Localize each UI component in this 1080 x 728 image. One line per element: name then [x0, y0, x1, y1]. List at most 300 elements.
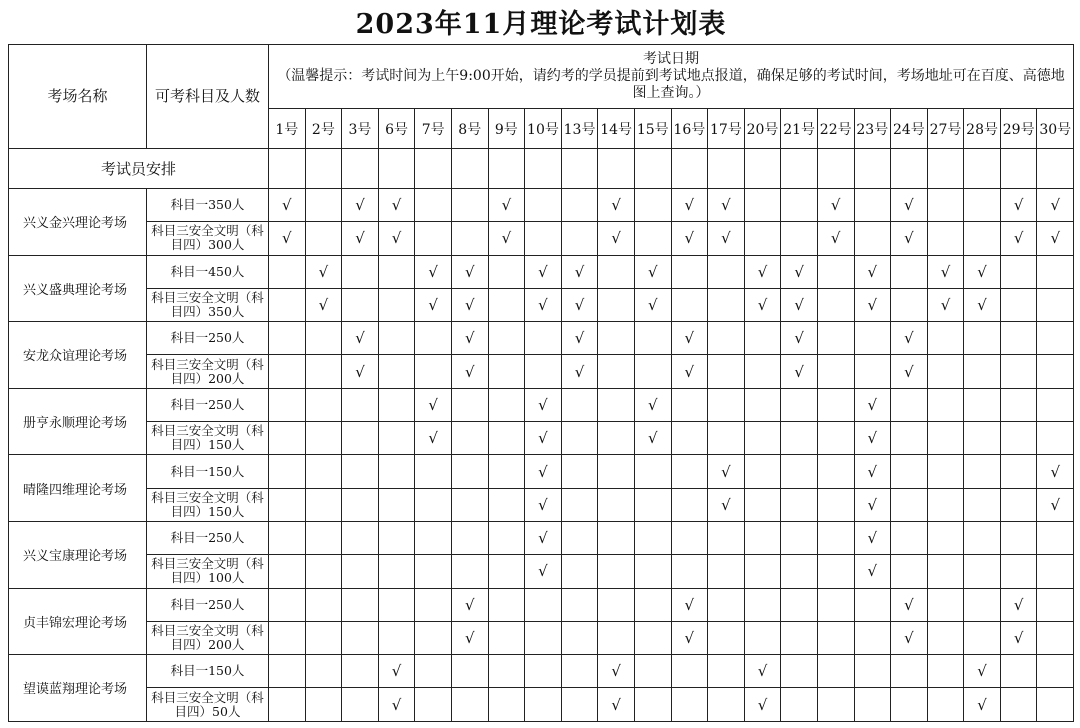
- check-mark: √: [854, 521, 891, 554]
- empty-cell: [269, 655, 306, 688]
- table-row: [9, 355, 1074, 388]
- table-row: [9, 388, 1074, 421]
- subject-quota: 科目一250人: [147, 588, 269, 621]
- check-mark: √: [451, 355, 488, 388]
- empty-cell: [525, 588, 562, 621]
- empty-cell: [415, 355, 452, 388]
- empty-cell: [1037, 655, 1074, 688]
- date-cell: 24号: [891, 109, 928, 149]
- empty-cell: [415, 655, 452, 688]
- empty-cell: [488, 488, 525, 521]
- check-mark: √: [964, 688, 1001, 721]
- empty-cell: [671, 555, 708, 588]
- empty-cell: [671, 655, 708, 688]
- empty-cell: [488, 621, 525, 654]
- empty-cell: [671, 288, 708, 321]
- empty-cell: [1000, 322, 1037, 355]
- empty-cell: [927, 521, 964, 554]
- check-mark: √: [488, 222, 525, 255]
- empty-cell: [305, 555, 342, 588]
- venue-name: 贞丰锦宏理论考场: [9, 588, 147, 655]
- check-mark: √: [671, 322, 708, 355]
- empty-cell: [525, 222, 562, 255]
- check-mark: √: [891, 222, 928, 255]
- venue-name: 册亨永顺理论考场: [9, 388, 147, 455]
- empty-cell: [1037, 521, 1074, 554]
- check-mark: √: [561, 322, 598, 355]
- empty-cell: [525, 189, 562, 222]
- empty-cell: [1037, 355, 1074, 388]
- empty-cell: [854, 355, 891, 388]
- empty-cell: [305, 488, 342, 521]
- empty-cell: [927, 322, 964, 355]
- check-mark: √: [744, 688, 781, 721]
- empty-cell: [891, 488, 928, 521]
- check-mark: √: [415, 422, 452, 455]
- empty-cell: [708, 255, 745, 288]
- empty-cell: [305, 588, 342, 621]
- empty-cell: [781, 189, 818, 222]
- empty-cell: [964, 355, 1001, 388]
- check-mark: √: [964, 655, 1001, 688]
- empty-cell: [891, 455, 928, 488]
- empty-cell: [269, 555, 306, 588]
- empty-cell: [415, 521, 452, 554]
- schedule-table: [8, 44, 1074, 722]
- empty-cell: [854, 655, 891, 688]
- empty-cell: [488, 422, 525, 455]
- empty-cell: [744, 588, 781, 621]
- empty-cell: [927, 621, 964, 654]
- empty-cell: [817, 355, 854, 388]
- empty-cell: [671, 455, 708, 488]
- date-caption: 考试日期: [643, 51, 700, 67]
- empty-cell: [269, 322, 306, 355]
- check-mark: √: [708, 488, 745, 521]
- check-mark: √: [854, 388, 891, 421]
- table-row: [9, 588, 1074, 621]
- staff-cell: [671, 149, 708, 189]
- subject-quota: 科目一250人: [147, 322, 269, 355]
- empty-cell: [817, 455, 854, 488]
- subject-quota: 科目一450人: [147, 255, 269, 288]
- empty-cell: [671, 688, 708, 721]
- empty-cell: [744, 355, 781, 388]
- date-cell: 2号: [305, 109, 342, 149]
- empty-cell: [964, 222, 1001, 255]
- empty-cell: [817, 621, 854, 654]
- check-mark: √: [598, 222, 635, 255]
- check-mark: √: [634, 422, 671, 455]
- empty-cell: [451, 455, 488, 488]
- empty-cell: [269, 422, 306, 455]
- subject-quota: 科目三安全文明（科目四）200人: [147, 355, 269, 388]
- check-mark: √: [561, 355, 598, 388]
- empty-cell: [598, 288, 635, 321]
- empty-cell: [305, 388, 342, 421]
- check-mark: √: [854, 455, 891, 488]
- check-mark: √: [378, 655, 415, 688]
- empty-cell: [525, 688, 562, 721]
- empty-cell: [744, 388, 781, 421]
- check-mark: √: [964, 288, 1001, 321]
- empty-cell: [451, 222, 488, 255]
- empty-cell: [378, 322, 415, 355]
- empty-cell: [817, 588, 854, 621]
- empty-cell: [708, 555, 745, 588]
- venue-name: 兴义盛典理论考场: [9, 255, 147, 322]
- staff-cell: [305, 149, 342, 189]
- empty-cell: [269, 688, 306, 721]
- empty-cell: [817, 488, 854, 521]
- staff-cell: [854, 149, 891, 189]
- empty-cell: [854, 222, 891, 255]
- check-mark: √: [525, 288, 562, 321]
- table-row: [9, 422, 1074, 455]
- date-header: [269, 45, 1074, 109]
- empty-cell: [964, 388, 1001, 421]
- check-mark: √: [598, 655, 635, 688]
- check-mark: √: [378, 189, 415, 222]
- empty-cell: [817, 655, 854, 688]
- empty-cell: [781, 655, 818, 688]
- date-cell: 20号: [744, 109, 781, 149]
- empty-cell: [488, 255, 525, 288]
- empty-cell: [964, 189, 1001, 222]
- empty-cell: [708, 288, 745, 321]
- check-mark: √: [891, 355, 928, 388]
- check-mark: √: [927, 255, 964, 288]
- empty-cell: [671, 255, 708, 288]
- empty-cell: [561, 521, 598, 554]
- check-mark: √: [744, 255, 781, 288]
- subject-quota: 科目一350人: [147, 189, 269, 222]
- check-mark: √: [744, 288, 781, 321]
- empty-cell: [378, 422, 415, 455]
- date-cell: 10号: [525, 109, 562, 149]
- date-cell: 1号: [269, 109, 306, 149]
- empty-cell: [598, 455, 635, 488]
- empty-cell: [1000, 555, 1037, 588]
- empty-cell: [415, 322, 452, 355]
- empty-cell: [342, 521, 379, 554]
- check-mark: √: [817, 189, 854, 222]
- empty-cell: [1000, 521, 1037, 554]
- empty-cell: [598, 422, 635, 455]
- empty-cell: [781, 388, 818, 421]
- empty-cell: [415, 588, 452, 621]
- empty-cell: [781, 222, 818, 255]
- empty-cell: [781, 455, 818, 488]
- empty-cell: [781, 555, 818, 588]
- subject-quota: 科目三安全文明（科目四）50人: [147, 688, 269, 721]
- empty-cell: [817, 255, 854, 288]
- empty-cell: [854, 588, 891, 621]
- empty-cell: [1037, 422, 1074, 455]
- staff-cell: [561, 149, 598, 189]
- empty-cell: [488, 521, 525, 554]
- check-mark: √: [342, 355, 379, 388]
- check-mark: √: [1037, 189, 1074, 222]
- check-mark: √: [708, 222, 745, 255]
- subject-quota: 科目三安全文明（科目四）350人: [147, 288, 269, 321]
- empty-cell: [598, 388, 635, 421]
- empty-cell: [1000, 688, 1037, 721]
- empty-cell: [561, 621, 598, 654]
- check-mark: √: [1000, 222, 1037, 255]
- empty-cell: [927, 688, 964, 721]
- empty-cell: [708, 621, 745, 654]
- empty-cell: [305, 455, 342, 488]
- check-mark: √: [598, 688, 635, 721]
- check-mark: √: [269, 189, 306, 222]
- empty-cell: [342, 588, 379, 621]
- empty-cell: [269, 388, 306, 421]
- check-mark: √: [305, 255, 342, 288]
- date-cell: 23号: [854, 109, 891, 149]
- empty-cell: [525, 355, 562, 388]
- empty-cell: [927, 222, 964, 255]
- staff-cell: [415, 149, 452, 189]
- empty-cell: [964, 621, 1001, 654]
- empty-cell: [1000, 255, 1037, 288]
- check-mark: √: [671, 222, 708, 255]
- check-mark: √: [671, 189, 708, 222]
- check-mark: √: [451, 621, 488, 654]
- check-mark: √: [1037, 455, 1074, 488]
- empty-cell: [342, 488, 379, 521]
- empty-cell: [451, 688, 488, 721]
- empty-cell: [817, 288, 854, 321]
- empty-cell: [634, 555, 671, 588]
- empty-cell: [561, 222, 598, 255]
- empty-cell: [561, 422, 598, 455]
- empty-cell: [342, 688, 379, 721]
- check-mark: √: [744, 655, 781, 688]
- empty-cell: [1037, 621, 1074, 654]
- check-mark: √: [854, 488, 891, 521]
- empty-cell: [1000, 288, 1037, 321]
- empty-cell: [817, 521, 854, 554]
- empty-cell: [634, 688, 671, 721]
- table-row: [9, 521, 1074, 554]
- staff-cell: [744, 149, 781, 189]
- exam-notice: （温馨提示：考试时间为上午9:00开始，请约考的学员提前到考试地点报道，确保足够的考试时间，考场地址可在百度、高德地图上查询。）: [277, 68, 1065, 101]
- empty-cell: [1037, 588, 1074, 621]
- empty-cell: [744, 488, 781, 521]
- empty-cell: [817, 688, 854, 721]
- empty-cell: [927, 388, 964, 421]
- empty-cell: [1000, 455, 1037, 488]
- staff-cell: [781, 149, 818, 189]
- date-cell: 9号: [488, 109, 525, 149]
- check-mark: √: [781, 355, 818, 388]
- empty-cell: [744, 455, 781, 488]
- empty-cell: [927, 488, 964, 521]
- check-mark: √: [598, 189, 635, 222]
- empty-cell: [891, 388, 928, 421]
- empty-cell: [415, 555, 452, 588]
- staff-cell: [634, 149, 671, 189]
- check-mark: √: [342, 322, 379, 355]
- venue-name: 兴义宝康理论考场: [9, 521, 147, 588]
- empty-cell: [927, 655, 964, 688]
- venue-name: 望谟蓝翔理论考场: [9, 655, 147, 722]
- empty-cell: [451, 422, 488, 455]
- empty-cell: [891, 555, 928, 588]
- empty-cell: [964, 488, 1001, 521]
- empty-cell: [342, 455, 379, 488]
- date-cell: 14号: [598, 109, 635, 149]
- empty-cell: [671, 388, 708, 421]
- empty-cell: [1000, 655, 1037, 688]
- venue-name: 兴义金兴理论考场: [9, 189, 147, 256]
- date-cell: 21号: [781, 109, 818, 149]
- table-row: [9, 255, 1074, 288]
- empty-cell: [488, 688, 525, 721]
- staff-cell: [342, 149, 379, 189]
- check-mark: √: [378, 222, 415, 255]
- staff-cell: [817, 149, 854, 189]
- empty-cell: [305, 322, 342, 355]
- empty-cell: [305, 422, 342, 455]
- check-mark: √: [269, 222, 306, 255]
- empty-cell: [378, 388, 415, 421]
- empty-cell: [561, 455, 598, 488]
- check-mark: √: [854, 288, 891, 321]
- table-row: [9, 621, 1074, 654]
- empty-cell: [781, 422, 818, 455]
- empty-cell: [708, 322, 745, 355]
- check-mark: √: [525, 488, 562, 521]
- check-mark: √: [927, 288, 964, 321]
- subject-quota: 科目三安全文明（科目四）150人: [147, 488, 269, 521]
- empty-cell: [781, 488, 818, 521]
- empty-cell: [488, 355, 525, 388]
- empty-cell: [891, 688, 928, 721]
- empty-cell: [927, 455, 964, 488]
- empty-cell: [891, 655, 928, 688]
- empty-cell: [342, 655, 379, 688]
- subject-quota: 科目三安全文明（科目四）300人: [147, 222, 269, 255]
- venue-name: 晴隆四维理论考场: [9, 455, 147, 522]
- empty-cell: [451, 189, 488, 222]
- empty-cell: [708, 655, 745, 688]
- empty-cell: [561, 588, 598, 621]
- date-cell: 27号: [927, 109, 964, 149]
- check-mark: √: [781, 288, 818, 321]
- empty-cell: [817, 322, 854, 355]
- empty-cell: [451, 655, 488, 688]
- empty-cell: [1037, 288, 1074, 321]
- empty-cell: [854, 688, 891, 721]
- check-mark: √: [634, 288, 671, 321]
- staff-cell: [891, 149, 928, 189]
- empty-cell: [598, 488, 635, 521]
- subject-quota: 科目三安全文明（科目四）100人: [147, 555, 269, 588]
- date-cell: 17号: [708, 109, 745, 149]
- empty-cell: [781, 521, 818, 554]
- staff-cell: [1037, 149, 1074, 189]
- check-mark: √: [634, 255, 671, 288]
- empty-cell: [708, 422, 745, 455]
- empty-cell: [927, 355, 964, 388]
- empty-cell: [708, 355, 745, 388]
- subject-column-header: 可考科目及人数: [147, 45, 269, 149]
- empty-cell: [891, 288, 928, 321]
- empty-cell: [854, 621, 891, 654]
- empty-cell: [378, 255, 415, 288]
- date-cell: 3号: [342, 109, 379, 149]
- check-mark: √: [891, 322, 928, 355]
- empty-cell: [927, 588, 964, 621]
- check-mark: √: [525, 455, 562, 488]
- subject-quota: 科目一250人: [147, 388, 269, 421]
- empty-cell: [964, 455, 1001, 488]
- empty-cell: [305, 621, 342, 654]
- date-cell: 29号: [1000, 109, 1037, 149]
- empty-cell: [488, 388, 525, 421]
- empty-cell: [744, 322, 781, 355]
- empty-cell: [342, 255, 379, 288]
- empty-cell: [305, 222, 342, 255]
- check-mark: √: [525, 521, 562, 554]
- empty-cell: [269, 355, 306, 388]
- empty-cell: [634, 488, 671, 521]
- subject-quota: 科目三安全文明（科目四）200人: [147, 621, 269, 654]
- empty-cell: [415, 189, 452, 222]
- empty-cell: [269, 455, 306, 488]
- empty-cell: [305, 521, 342, 554]
- subject-quota: 科目一250人: [147, 521, 269, 554]
- table-row: [9, 189, 1074, 222]
- empty-cell: [927, 555, 964, 588]
- check-mark: √: [781, 255, 818, 288]
- empty-cell: [781, 588, 818, 621]
- empty-cell: [561, 189, 598, 222]
- check-mark: √: [854, 255, 891, 288]
- empty-cell: [744, 422, 781, 455]
- empty-cell: [964, 588, 1001, 621]
- empty-cell: [964, 555, 1001, 588]
- empty-cell: [634, 322, 671, 355]
- check-mark: √: [451, 588, 488, 621]
- check-mark: √: [671, 588, 708, 621]
- empty-cell: [744, 189, 781, 222]
- empty-cell: [634, 355, 671, 388]
- empty-cell: [561, 555, 598, 588]
- check-mark: √: [525, 555, 562, 588]
- check-mark: √: [708, 189, 745, 222]
- empty-cell: [305, 688, 342, 721]
- empty-cell: [708, 388, 745, 421]
- empty-cell: [634, 222, 671, 255]
- empty-cell: [269, 521, 306, 554]
- check-mark: √: [561, 288, 598, 321]
- empty-cell: [561, 488, 598, 521]
- check-mark: √: [1000, 189, 1037, 222]
- date-cell: 28号: [964, 109, 1001, 149]
- empty-cell: [1000, 355, 1037, 388]
- staff-cell: [598, 149, 635, 189]
- empty-cell: [451, 521, 488, 554]
- empty-cell: [525, 655, 562, 688]
- subject-quota: 科目一150人: [147, 455, 269, 488]
- empty-cell: [598, 355, 635, 388]
- empty-cell: [817, 388, 854, 421]
- empty-cell: [378, 355, 415, 388]
- empty-cell: [415, 488, 452, 521]
